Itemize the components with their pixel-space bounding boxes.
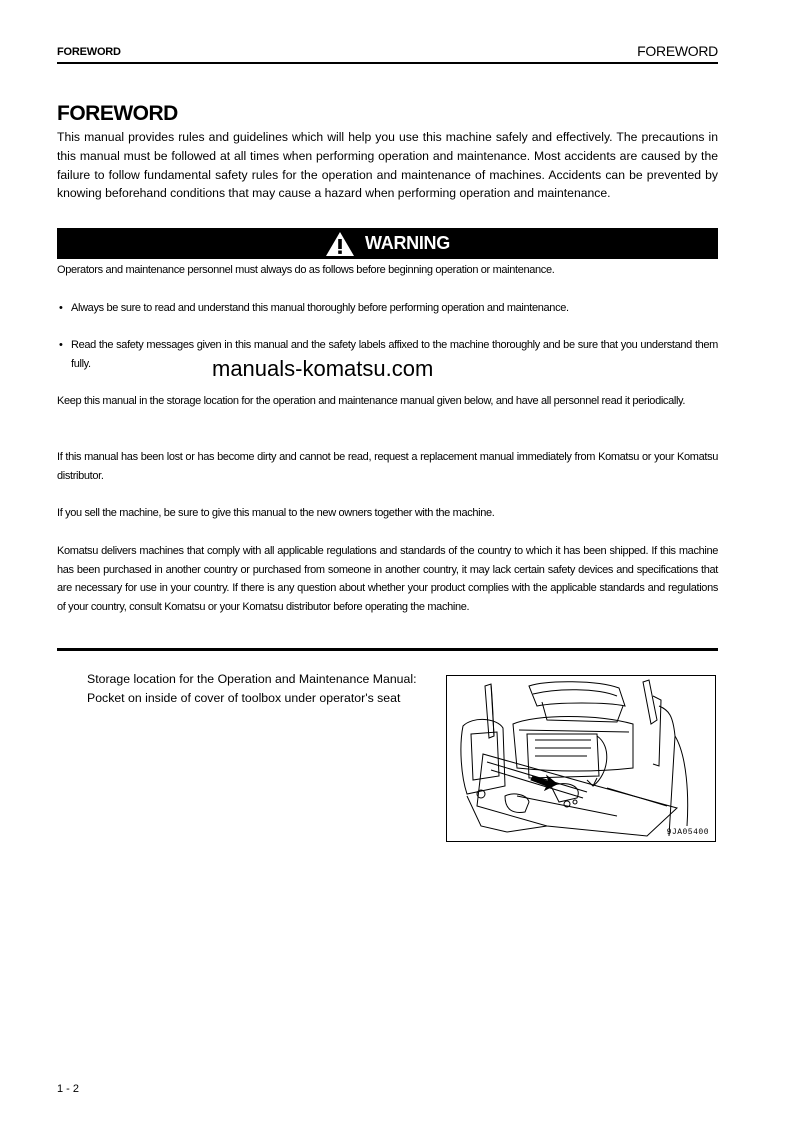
section-divider bbox=[57, 648, 718, 651]
warning-bullet-text: Always be sure to read and understand this manual thoroughly before performing operation and maintenance. bbox=[71, 302, 569, 314]
storage-location-detail: Pocket on inside of cover of toolbox under operator's seat bbox=[87, 691, 401, 705]
figure-code: 9JA05400 bbox=[666, 828, 709, 837]
warning-label: WARNING bbox=[365, 233, 450, 253]
bullet-dot-icon: • bbox=[59, 302, 63, 314]
warning-triangle-icon bbox=[325, 231, 355, 257]
body-paragraph: If you sell the machine, be sure to give this manual to the new owners together with the machine. bbox=[57, 507, 495, 519]
page-title: FOREWORD bbox=[57, 102, 178, 125]
warning-bullet-text: Read the safety messages given in this manual and the safety labels affixed to the machine thoroughly and be sure that you understand them fully. bbox=[71, 339, 718, 370]
warning-bullet bbox=[59, 299, 718, 318]
machine-seat-drawing bbox=[447, 676, 715, 841]
watermark-text: manuals-komatsu.com bbox=[212, 356, 434, 381]
warning-banner bbox=[57, 228, 718, 259]
warning-lead-text: Operators and maintenance personnel must always do as follows before beginning operation or maintenance. bbox=[57, 264, 555, 276]
body-paragraph: If this manual has been lost or has become dirty and cannot be read, request a replacement manual immediately from Komatsu or your Komatsu distributor. bbox=[57, 451, 718, 482]
header-divider bbox=[57, 62, 718, 64]
header-section-label: FOREWORD bbox=[57, 46, 121, 58]
body-paragraph: Komatsu delivers machines that comply with all applicable regulations and standards of the country to which it has been shipped. If this machine has been purchased in another country or purchased from someone in another country, it may lack certain safety devices and specifications that are necessary for use in your country. If there is any question about whether your product complies with the applicable standards and regulations of your country, consult Komatsu or your Komatsu distributor before operating the machine. bbox=[57, 545, 718, 613]
body-paragraph: Keep this manual in the storage location for the operation and maintenance manual given below, and have all personnel read it periodically. bbox=[57, 395, 686, 407]
page-number: 1 - 2 bbox=[57, 1083, 80, 1095]
bullet-dot-icon: • bbox=[59, 339, 63, 351]
intro-paragraph: This manual provides rules and guidelines which will help you use this machine safely and effectively. The precautions in this manual must be followed at all times when performing operation and maintenance. Most accidents are caused by the failure to follow fundamental safety rules for the operation and maintenance of machines. Accidents can be prevented by knowing beforehand conditions that may cause a hazard when performing operation and maintenance. bbox=[57, 130, 718, 201]
header-section-title: FOREWORD bbox=[637, 43, 718, 59]
storage-location-note bbox=[87, 670, 417, 708]
toolbox-illustration bbox=[446, 675, 716, 842]
storage-location-heading: Storage location for the Operation and Maintenance Manual: bbox=[87, 672, 417, 686]
